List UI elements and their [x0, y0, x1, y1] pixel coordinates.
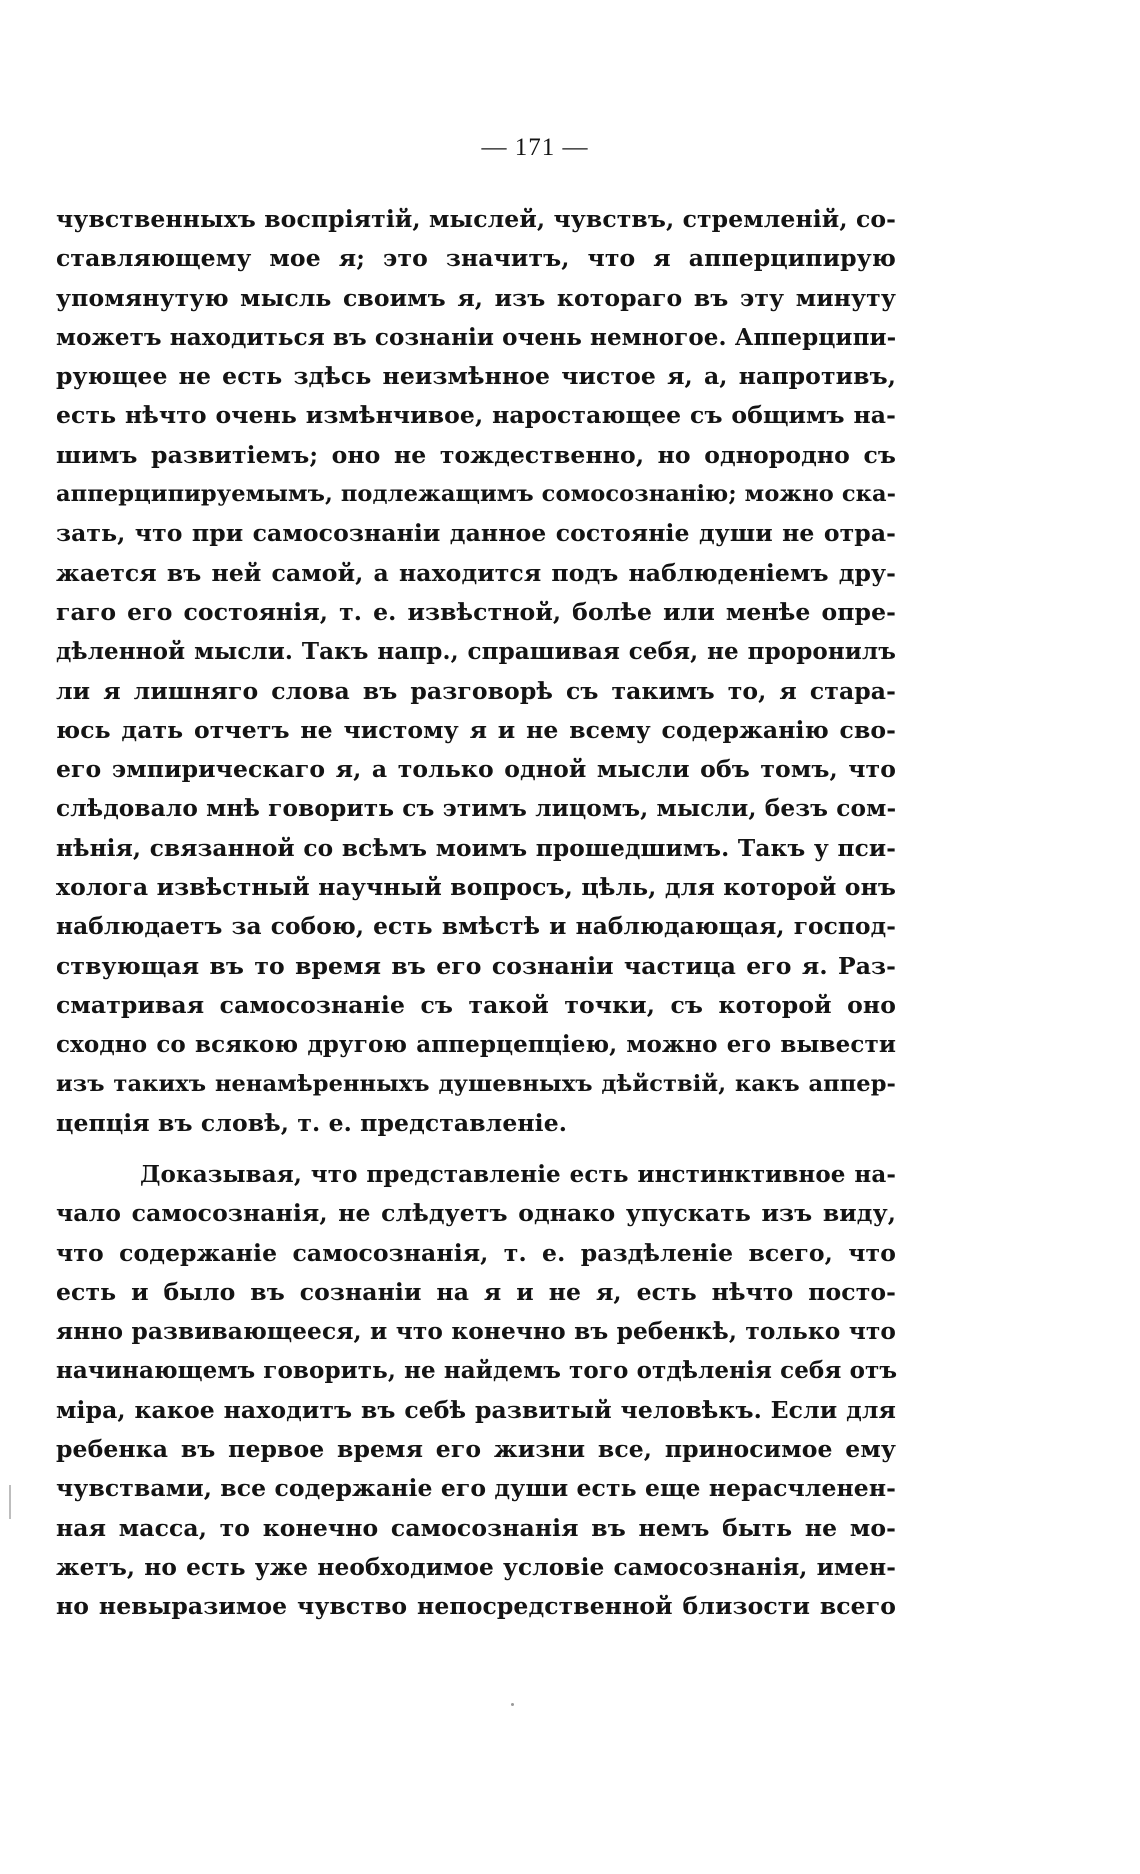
text-line: сходно со всякою другою апперцепціею, можно его вывести	[56, 1031, 896, 1059]
text-line: сматривая самосознаніе съ такой точки, съ которой оно	[56, 990, 896, 1019]
text-line: янно развивающееся, и что конечно въ ребенкѣ, только что	[56, 1318, 896, 1346]
text-line: ставляющему мое я; это значитъ, что я апперципирую	[56, 244, 896, 273]
text-line: есть и было въ сознаніи на я и не я, есть нѣчто посто-	[56, 1277, 896, 1306]
paragraph-2	[56, 1155, 896, 1627]
scan-speck	[511, 1703, 514, 1706]
text-line: ли я лишняго слова въ разговорѣ съ такимъ то, я стара-	[56, 676, 896, 705]
text-line: ная масса, то конечно самосознанія въ немъ быть не мо-	[56, 1513, 896, 1542]
text-line: чувственныхъ воспріятій, мыслей, чувствъ, стремленій, со-	[56, 205, 896, 233]
text-line: чувствами, все содержаніе его души есть еще нерасчленен-	[56, 1474, 897, 1503]
text-line: можетъ находиться въ сознаніи очень немногое. Апперципи-	[56, 323, 897, 351]
text-line: ребенка въ первое время его жизни все, приносимое ему	[56, 1435, 896, 1464]
text-line: но невыразимое чувство непосредственной близости всего	[56, 1592, 896, 1621]
text-line: жается въ ней самой, а находится подъ наблюденіемъ дру-	[56, 558, 896, 587]
page-number: — 171 —	[481, 134, 589, 161]
text-line: зать, что при самосознаніи данное состояніе души не отра-	[56, 519, 896, 548]
text-line: шимъ развитіемъ; оно не тождественно, но однородно съ	[56, 440, 896, 469]
text-line: Доказывая, что представленіе есть инстинктивное на-	[140, 1161, 896, 1188]
text-line: холога извѣстный научный вопросъ, цѣль, для которой онъ	[56, 873, 896, 902]
text-line: ствующая въ то время въ его сознаніи частица его я. Раз-	[56, 951, 896, 980]
margin-mark	[9, 1485, 11, 1519]
text-line: что содержаніе самосознанія, т. е. раздѣленіе всего, что	[56, 1238, 896, 1267]
text-line: его эмпирическаго я, а только одной мысли объ томъ, что	[56, 755, 896, 784]
text-line: апперципируемымъ, подлежащимъ сомосознанію; можно ска-	[56, 481, 897, 508]
text-line: жетъ, но есть уже необходимое условіе самосознанія, имен-	[56, 1553, 896, 1581]
text-line: юсь дать отчетъ не чистому я и не всему содержанію сво-	[56, 715, 896, 744]
text-line: слѣдовало мнѣ говорить съ этимъ лицомъ, мысли, безъ сом-	[56, 795, 897, 823]
text-line: цепція въ словѣ, т. е. представленіе.	[56, 1108, 568, 1137]
text-line: гаго его состоянія, т. е. извѣстной, болѣе или менѣе опре-	[56, 597, 896, 626]
text-line: наблюдаетъ за собою, есть вмѣстѣ и наблюдающая, господ-	[56, 913, 896, 941]
text-line: есть нѣчто очень измѣнчивое, наростающее съ общимъ на-	[56, 401, 896, 430]
text-line: упомянутую мысль своимъ я, изъ котораго въ эту минуту	[56, 283, 896, 312]
text-line: нѣнія, связанной со всѣмъ моимъ прошедшимъ. Такъ у пси-	[56, 834, 896, 862]
text-line: рующее не есть здѣсь неизмѣнное чистое я, а, напротивъ,	[56, 362, 896, 391]
text-line: изъ такихъ ненамѣренныхъ душевныхъ дѣйствій, какъ аппер-	[56, 1070, 896, 1097]
text-line: начинающемъ говорить, не найдемъ того отдѣленія себя отъ	[56, 1357, 898, 1385]
text-line: міра, какое находитъ въ себѣ развитый человѣкъ. Если для	[56, 1395, 896, 1424]
paragraph-1	[56, 200, 896, 1143]
text-line: дѣленной мысли. Такъ напр., спрашивая себя, не проронилъ	[56, 638, 896, 666]
text-line: чало самосознанія, не слѣдуетъ однако упускать изъ виду,	[56, 1199, 896, 1228]
